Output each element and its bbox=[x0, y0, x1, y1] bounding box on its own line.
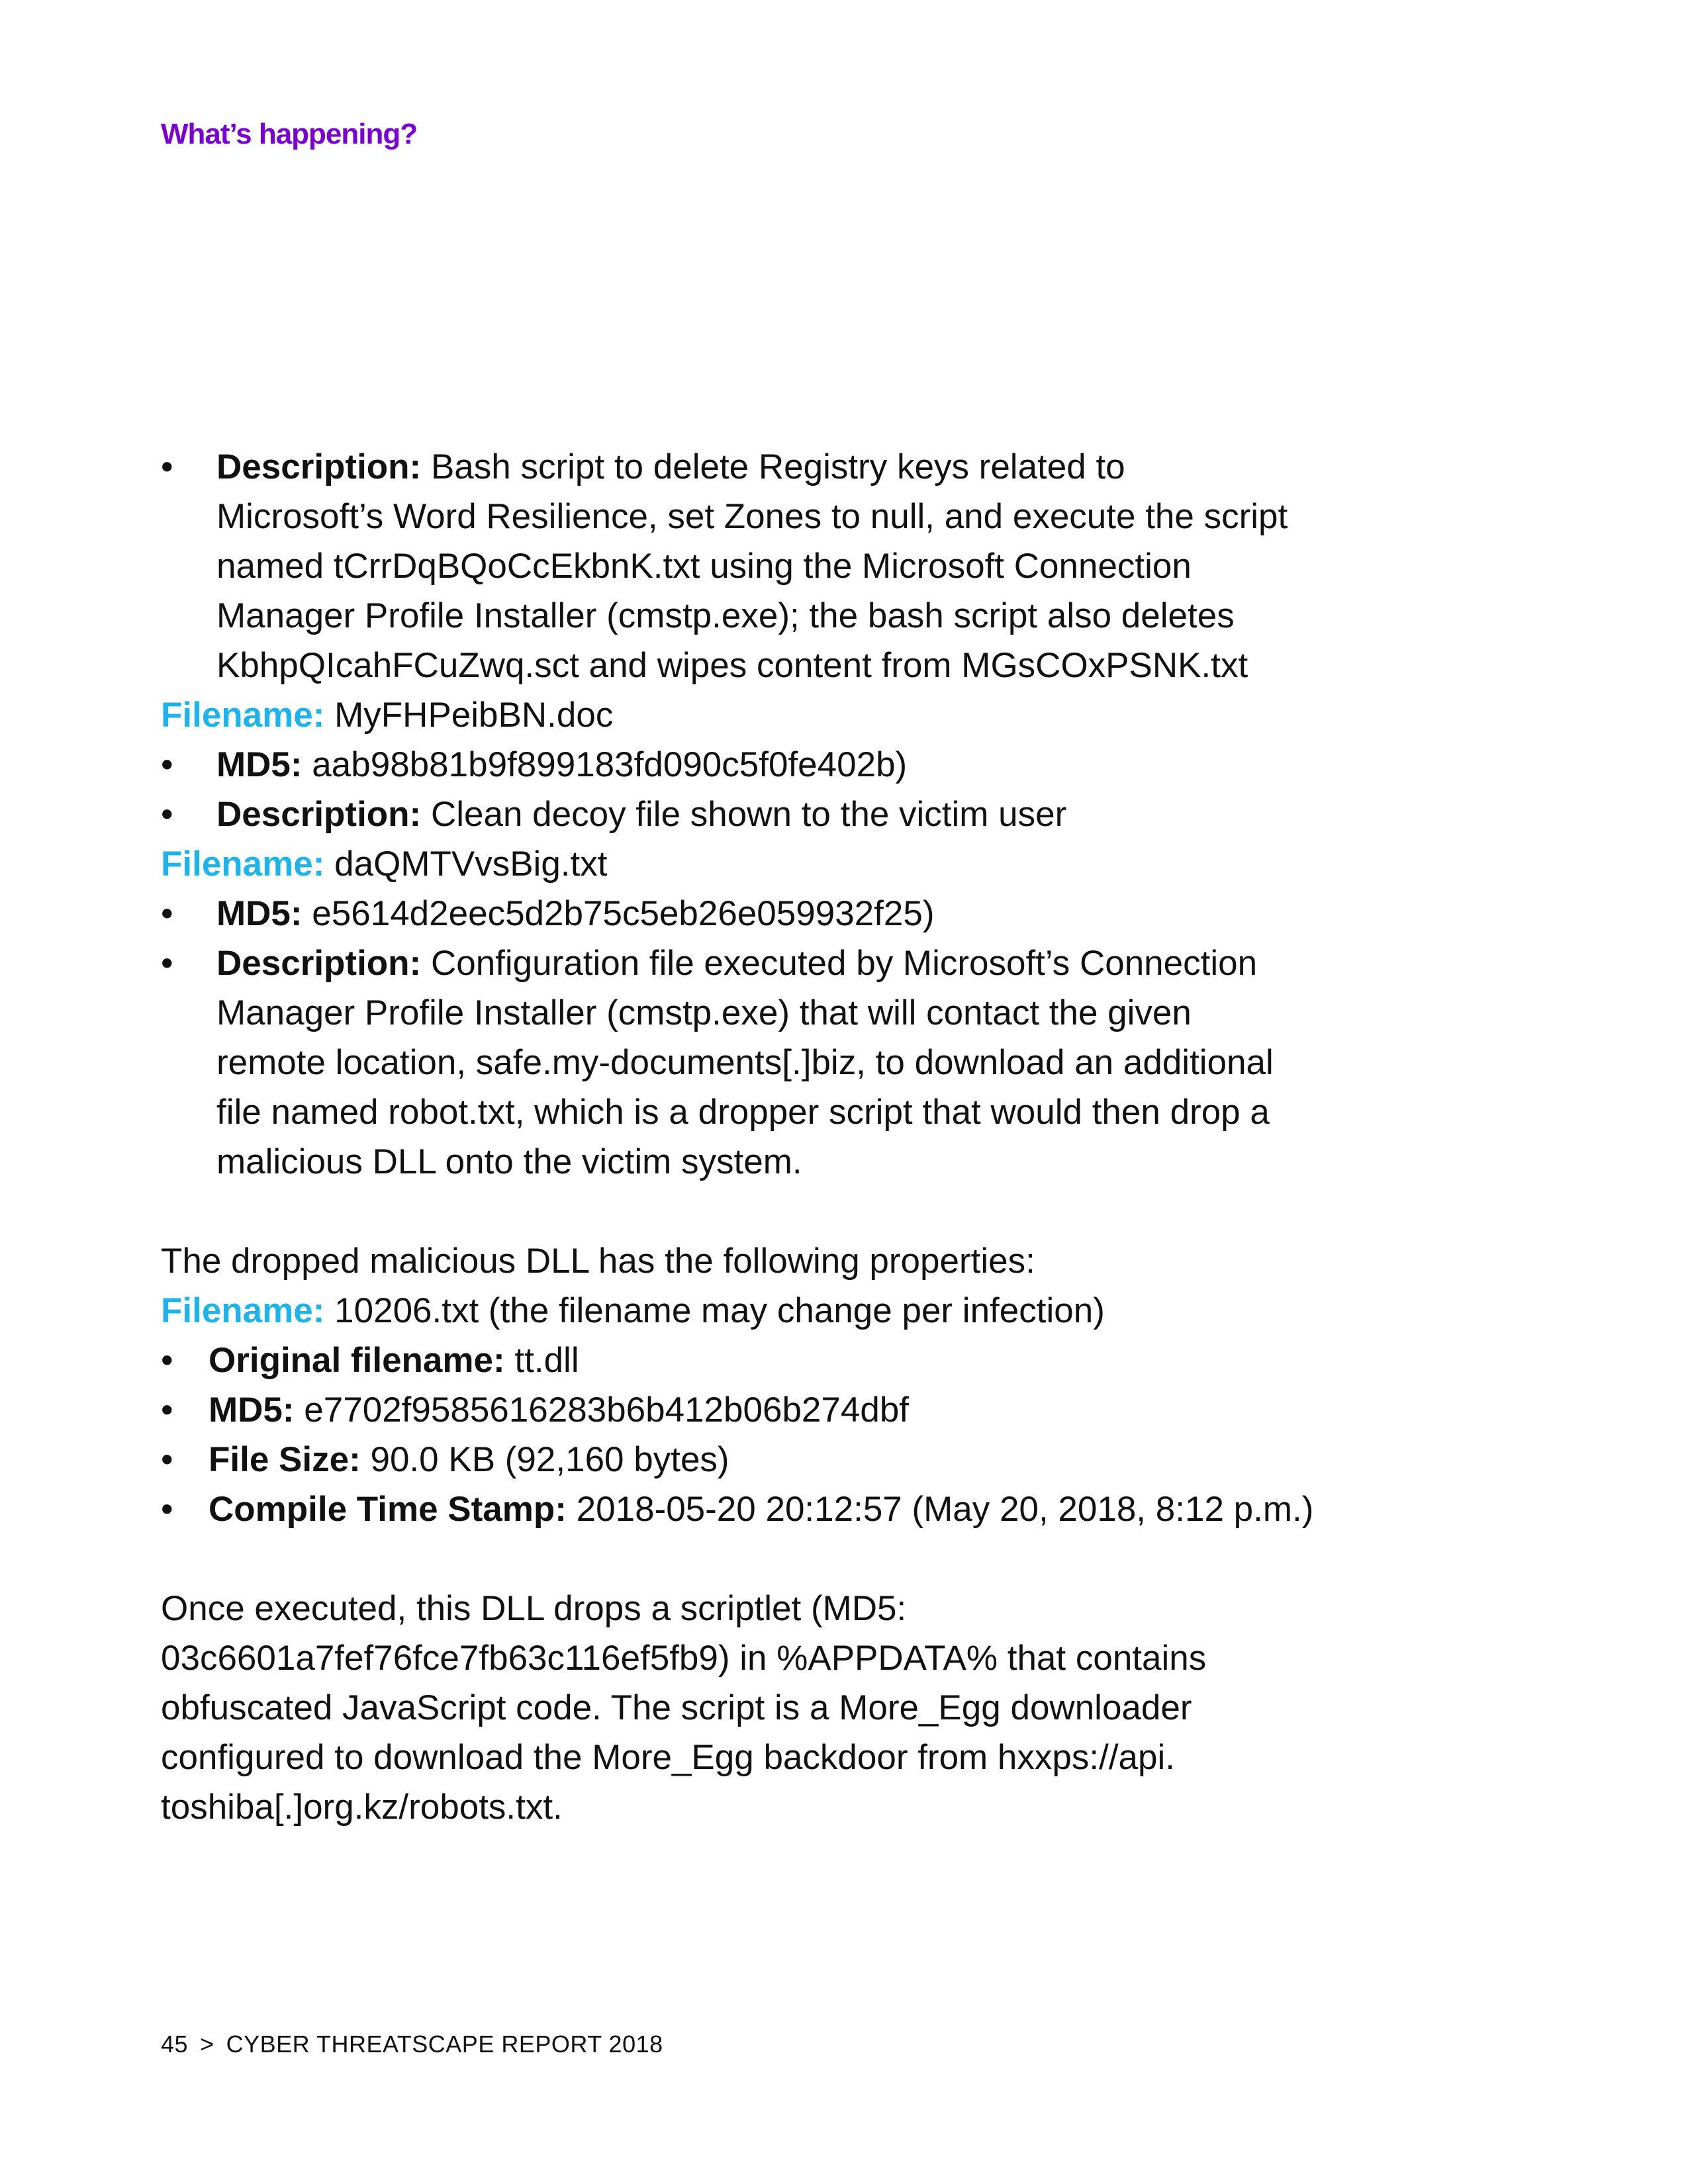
list-item bbox=[161, 1435, 1419, 1484]
filename-label: Filename: bbox=[161, 696, 325, 735]
list-item bbox=[161, 442, 1419, 492]
md5-label: MD5: bbox=[216, 894, 303, 933]
list-item bbox=[161, 740, 1419, 790]
filename-value: 10206.txt (the filename may change per infection) bbox=[334, 1291, 1105, 1330]
paragraph-line: toshiba[.]org.kz/robots.txt. bbox=[161, 1788, 563, 1827]
paragraph: The dropped malicious DLL has the following properties: bbox=[161, 1242, 1035, 1281]
main-content bbox=[161, 442, 1419, 1832]
md5-value: aab98b81b9f899183fd090c5f0fe402b) bbox=[312, 745, 908, 784]
compile-time-label: Compile Time Stamp: bbox=[209, 1490, 567, 1529]
filename-label: Filename: bbox=[161, 844, 325, 884]
filename-label: Filename: bbox=[161, 1291, 325, 1330]
paragraph-line: obfuscated JavaScript code. The script is a More_Egg downloader bbox=[161, 1688, 1192, 1727]
section-label: What’s happening? bbox=[161, 118, 418, 150]
md5-label: MD5: bbox=[216, 745, 303, 784]
bullet-icon: • bbox=[161, 1390, 173, 1430]
description-text: Manager Profile Installer (cmstp.exe); the bash script also deletes bbox=[216, 596, 1235, 635]
description-text: file named robot.txt, which is a dropper script that would then drop a bbox=[216, 1093, 1270, 1132]
paragraph-line: Once executed, this DLL drops a scriptlet (MD5: bbox=[161, 1589, 907, 1628]
report-title: CYBER THREATSCAPE REPORT 2018 bbox=[226, 2030, 663, 2058]
md5-label: MD5: bbox=[209, 1390, 295, 1430]
paragraph-line: configured to download the More_Egg backdoor from hxxps://api. bbox=[161, 1738, 1176, 1777]
footer-separator: > bbox=[200, 2030, 214, 2058]
bullet-icon: • bbox=[161, 795, 173, 834]
list-item bbox=[161, 790, 1419, 839]
md5-value: e7702f9585616283b6b412b06b274dbf bbox=[304, 1390, 910, 1430]
bullet-icon: • bbox=[161, 944, 173, 983]
description-text: remote location, safe.my-documents[.]biz, to download an additional bbox=[216, 1043, 1274, 1082]
list-item bbox=[161, 1336, 1419, 1385]
bullet-icon: • bbox=[161, 447, 173, 486]
list-item bbox=[161, 889, 1419, 938]
list-item bbox=[161, 938, 1419, 988]
filename-row bbox=[161, 690, 1419, 740]
list-item bbox=[161, 1484, 1419, 1534]
md5-value: e5614d2eec5d2b75c5eb26e059932f25) bbox=[312, 894, 935, 933]
filename-value: MyFHPeibBN.doc bbox=[334, 696, 614, 735]
original-filename-label: Original filename: bbox=[209, 1341, 505, 1380]
bullet-icon: • bbox=[161, 894, 173, 933]
filename-row bbox=[161, 839, 1419, 889]
bullet-icon: • bbox=[161, 1490, 173, 1529]
filename-value: daQMTVvsBig.txt bbox=[334, 844, 608, 884]
compile-time-value: 2018-05-20 20:12:57 (May 20, 2018, 8:12 p.m.) bbox=[576, 1490, 1314, 1529]
description-label: Description: bbox=[216, 447, 422, 486]
bullet-icon: • bbox=[161, 1341, 173, 1380]
description-text: named tCrrDqBQoCcEkbnK.txt using the Microsoft Connection bbox=[216, 547, 1192, 586]
page-footer bbox=[161, 2030, 663, 2058]
filename-row bbox=[161, 1286, 1419, 1336]
spacer bbox=[161, 1534, 1419, 1584]
description-text: Bash script to delete Registry keys related to bbox=[430, 447, 1125, 486]
description-text: Microsoft’s Word Resilience, set Zones to null, and execute the script bbox=[216, 497, 1288, 536]
description-label: Description: bbox=[216, 944, 422, 983]
description-text: malicious DLL onto the victim system. bbox=[216, 1142, 802, 1181]
original-filename-value: tt.dll bbox=[514, 1341, 579, 1380]
description-text: Clean decoy file shown to the victim user bbox=[430, 795, 1067, 834]
paragraph-line: 03c6601a7fef76fce7fb63c116ef5fb9) in %APPDATA% that contains bbox=[161, 1639, 1207, 1678]
file-size-label: File Size: bbox=[209, 1440, 361, 1479]
bullet-icon: • bbox=[161, 1440, 173, 1479]
description-text: Configuration file executed by Microsoft’s Connection bbox=[430, 944, 1258, 983]
page-number: 45 bbox=[161, 2030, 189, 2058]
description-text: KbhpQIcahFCuZwq.sct and wipes content from MGsCOxPSNK.txt bbox=[216, 646, 1248, 685]
bullet-icon: • bbox=[161, 745, 173, 784]
description-text: Manager Profile Installer (cmstp.exe) that will contact the given bbox=[216, 993, 1192, 1032]
spacer bbox=[161, 1187, 1419, 1236]
list-item bbox=[161, 1385, 1419, 1435]
file-size-value: 90.0 KB (92,160 bytes) bbox=[370, 1440, 729, 1479]
description-label: Description: bbox=[216, 795, 422, 834]
